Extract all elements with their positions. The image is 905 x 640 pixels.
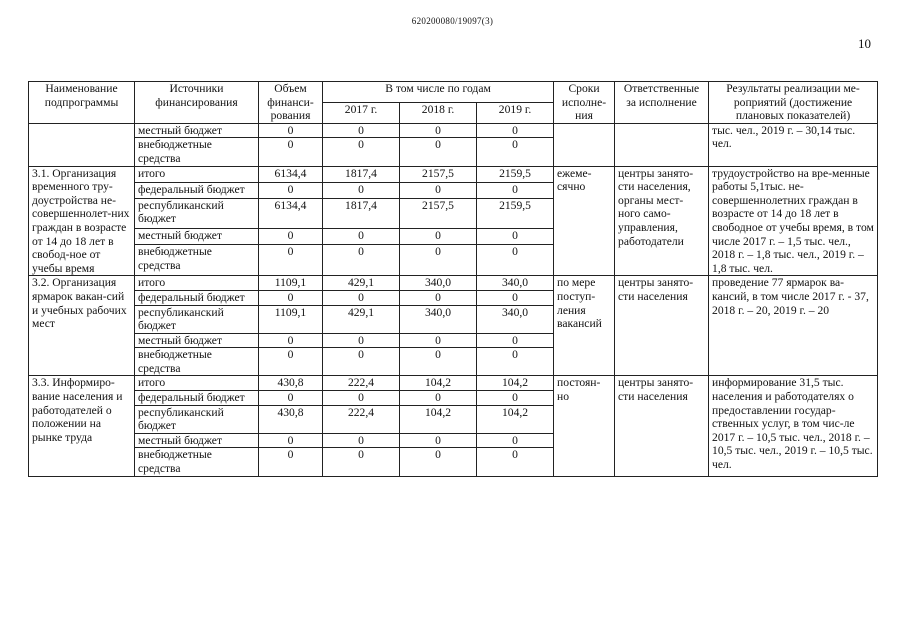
header-year-2019: 2019 г. <box>477 102 554 123</box>
funding-total: 1109,1 <box>259 276 323 291</box>
funding-total: 0 <box>259 229 323 245</box>
funding-2019: 0 <box>477 433 554 448</box>
funding-2019: 0 <box>477 182 554 198</box>
page-number: 10 <box>858 36 871 51</box>
funding-2019: 0 <box>477 333 554 348</box>
funding-2018: 2157,5 <box>400 198 477 229</box>
funding-2018: 0 <box>400 245 477 276</box>
table-row <box>29 166 878 182</box>
funding-2017: 429,1 <box>323 276 400 291</box>
funding-2018: 0 <box>400 182 477 198</box>
funding-2018: 0 <box>400 348 477 376</box>
funding-2018: 0 <box>400 333 477 348</box>
funding-2017: 0 <box>323 138 400 166</box>
funding-source: республиканский бюджет <box>135 198 259 229</box>
funding-total: 6134,4 <box>259 198 323 229</box>
funding-total: 0 <box>259 138 323 166</box>
funding-2019: 104,2 <box>477 405 554 433</box>
funding-2018: 0 <box>400 391 477 406</box>
funding-2018: 0 <box>400 123 477 138</box>
funding-2017: 222,4 <box>323 405 400 433</box>
funding-2017: 0 <box>323 290 400 305</box>
funding-2017: 0 <box>323 123 400 138</box>
funding-2018: 340,0 <box>400 276 477 291</box>
funding-2017: 0 <box>323 448 400 476</box>
header-name: Наименование подпрограммы <box>29 82 135 124</box>
funding-total: 0 <box>259 348 323 376</box>
funding-total: 0 <box>259 391 323 406</box>
funding-2017: 1817,4 <box>323 166 400 182</box>
funding-total: 0 <box>259 123 323 138</box>
funding-total: 0 <box>259 182 323 198</box>
funding-2018: 2157,5 <box>400 166 477 182</box>
funding-total: 430,8 <box>259 405 323 433</box>
funding-2017: 0 <box>323 391 400 406</box>
subprogram-responsible: центры занято-сти населения, органы мест-ного само-управления, работодатели <box>615 166 709 276</box>
funding-2017: 0 <box>323 245 400 276</box>
funding-2018: 0 <box>400 138 477 166</box>
funding-source: итого <box>135 166 259 182</box>
funding-2019: 0 <box>477 229 554 245</box>
funding-total: 6134,4 <box>259 166 323 182</box>
header-volume: Объем финанси-рования <box>259 82 323 124</box>
funding-2017: 0 <box>323 433 400 448</box>
header-year-2018: 2018 г. <box>400 102 477 123</box>
funding-2018: 0 <box>400 433 477 448</box>
header-results: Результаты реализации ме-роприятий (достижение плановых показателей) <box>709 82 878 124</box>
header-sources: Источники финансирования <box>135 82 259 124</box>
program-table <box>28 81 878 477</box>
funding-2017: 222,4 <box>323 376 400 391</box>
funding-source: местный бюджет <box>135 333 259 348</box>
funding-2019: 340,0 <box>477 276 554 291</box>
funding-2018: 340,0 <box>400 305 477 333</box>
funding-2019: 0 <box>477 138 554 166</box>
subprogram-result: информирование 31,5 тыс. населения и работодателях о предоставлении государ-ственных услуг, в том чис-ле 2017 г. – 10,5 тыс. чел., 2018 г. – 10,5 тыс. чел., 2019 г. – 10,5 тыс. чел. <box>709 376 878 476</box>
funding-2019: 104,2 <box>477 376 554 391</box>
funding-total: 1109,1 <box>259 305 323 333</box>
subprogram-result: проведение 77 ярмарок ва-кансий, в том числе 2017 г. - 37, 2018 г. – 20, 2019 г. – 20 <box>709 276 878 376</box>
funding-total: 0 <box>259 290 323 305</box>
funding-2019: 340,0 <box>477 305 554 333</box>
funding-2019: 0 <box>477 123 554 138</box>
funding-source: итого <box>135 276 259 291</box>
funding-total: 0 <box>259 448 323 476</box>
funding-source: республиканский бюджет <box>135 405 259 433</box>
funding-source: местный бюджет <box>135 433 259 448</box>
funding-source: местный бюджет <box>135 123 259 138</box>
funding-2019: 2159,5 <box>477 166 554 182</box>
funding-2019: 0 <box>477 391 554 406</box>
funding-total: 0 <box>259 433 323 448</box>
subprogram-term: по мере поступ-ления вакансий <box>554 276 615 376</box>
funding-2017: 429,1 <box>323 305 400 333</box>
table-row <box>29 123 878 138</box>
funding-2018: 0 <box>400 229 477 245</box>
subprogram-name: 3.2. Организация ярмарок вакан-сий и учебных рабочих мест <box>29 276 135 376</box>
funding-2018: 104,2 <box>400 405 477 433</box>
continuation-result: тыс. чел., 2019 г. – 30,14 тыс. чел. <box>709 123 878 166</box>
subprogram-responsible: центры занято-сти населения <box>615 276 709 376</box>
funding-2017: 0 <box>323 229 400 245</box>
funding-2019: 2159,5 <box>477 198 554 229</box>
table-row <box>29 276 878 291</box>
subprogram-name: 3.3. Информиро-вание населения и работодателей о положении на рынке труда <box>29 376 135 476</box>
funding-source: внебюджетные средства <box>135 245 259 276</box>
funding-source: внебюджетные средства <box>135 138 259 166</box>
continuation-term <box>554 123 615 166</box>
table-row <box>29 376 878 391</box>
funding-2017: 1817,4 <box>323 198 400 229</box>
subprogram-result: трудоустройство на вре-менные работы 5,1тыс. не-совершеннолетних граждан в возрасте от 14 до 18 лет в свободное от учебы время, в том числе 2017 г. – 1,5 тыс. чел., 2018 г. – 1,8 тыс. чел., 2019 г. – 1,8 тыс. чел. <box>709 166 878 276</box>
header-terms: Сроки исполне-ния <box>554 82 615 124</box>
subprogram-term: постоян-но <box>554 376 615 476</box>
funding-source: итого <box>135 376 259 391</box>
subprogram-term: ежеме-сячно <box>554 166 615 276</box>
funding-source: внебюджетные средства <box>135 448 259 476</box>
document-code: 620200080/19097(3) <box>411 16 494 26</box>
header-year-2017: 2017 г. <box>323 102 400 123</box>
header-row <box>29 82 878 103</box>
funding-2019: 0 <box>477 245 554 276</box>
funding-source: местный бюджет <box>135 229 259 245</box>
funding-2019: 0 <box>477 290 554 305</box>
funding-source: федеральный бюджет <box>135 391 259 406</box>
funding-2019: 0 <box>477 348 554 376</box>
funding-2018: 0 <box>400 290 477 305</box>
header-years-group: В том числе по годам <box>323 82 554 103</box>
continuation-name <box>29 123 135 166</box>
funding-source: федеральный бюджет <box>135 182 259 198</box>
subprogram-responsible: центры занято-сти населения <box>615 376 709 476</box>
funding-2019: 0 <box>477 448 554 476</box>
funding-2018: 0 <box>400 448 477 476</box>
funding-source: федеральный бюджет <box>135 290 259 305</box>
funding-source: республиканский бюджет <box>135 305 259 333</box>
funding-total: 0 <box>259 245 323 276</box>
subprogram-name: 3.1. Организация временного тру-доустройства не-совершеннолет-них граждан в возрасте от 14 до 18 лет в свобод-ное от учебы время <box>29 166 135 276</box>
funding-2018: 104,2 <box>400 376 477 391</box>
header-responsible: Ответственные за исполнение <box>615 82 709 124</box>
funding-2017: 0 <box>323 348 400 376</box>
funding-total: 430,8 <box>259 376 323 391</box>
funding-2017: 0 <box>323 333 400 348</box>
funding-total: 0 <box>259 333 323 348</box>
funding-2017: 0 <box>323 182 400 198</box>
continuation-responsible <box>615 123 709 166</box>
funding-source: внебюджетные средства <box>135 348 259 376</box>
